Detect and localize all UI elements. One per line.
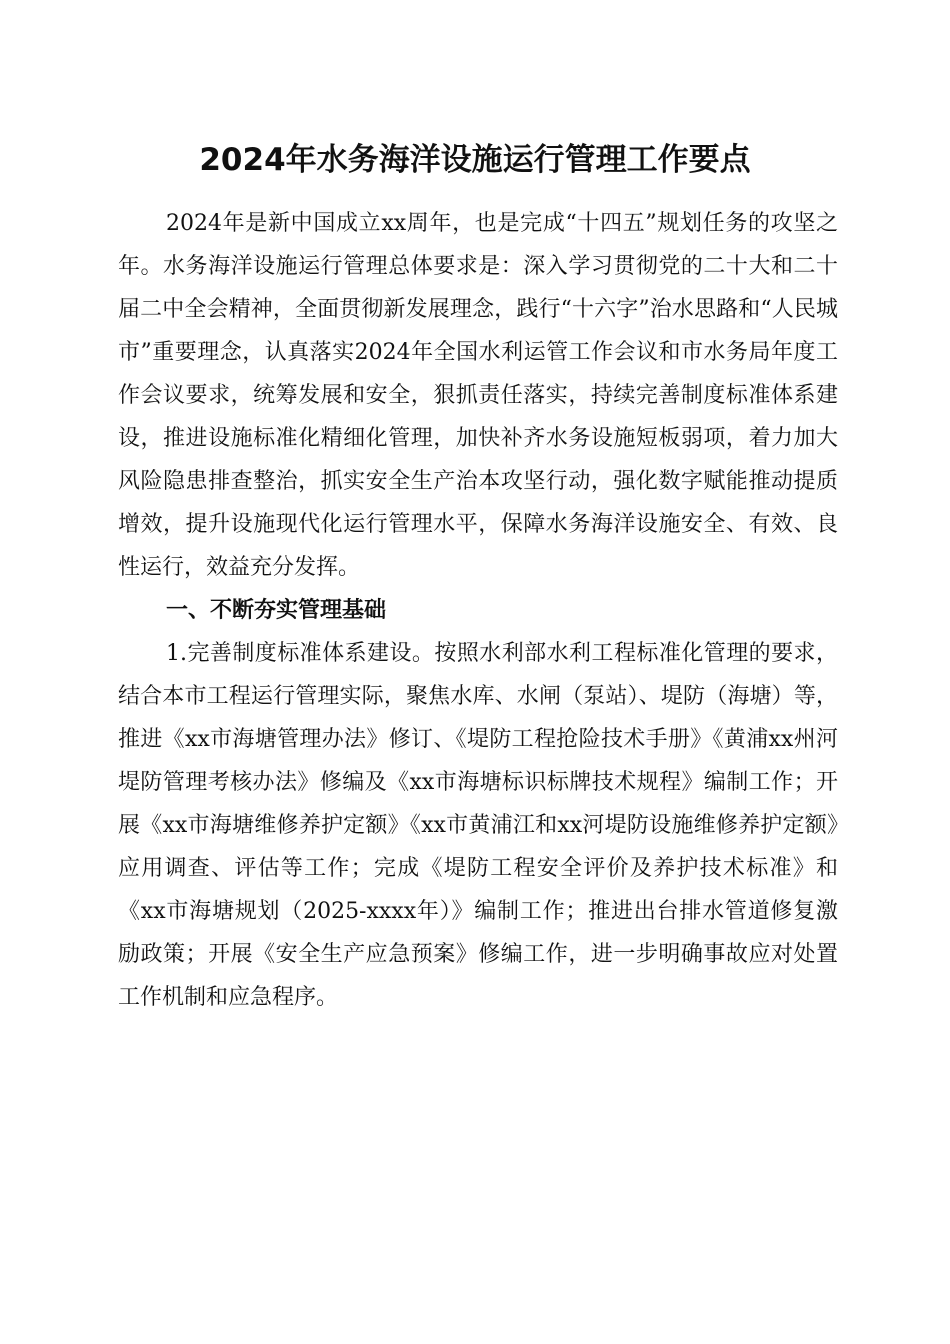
intro-paragraph: 2024年是新中国成立xx周年，也是完成“十四五”规划任务的攻坚之年。水务海洋设施运行管理总体要求是：深入学习贯彻党的二十大和二十届二中全会精神，全面贯彻新发展理念，践行“十六字”治水思路和“人民城市”重要理念，认真落实2024年全国水利运管工作会议和市水务局年度工作会议要求，统筹发展和安全，狠抓责任落实，持续完善制度标准体系建设，推进设施标准化精细化管理，加快补齐水务设施短板弱项，着力加大风险隐患排查整治，抓实安全生产治本攻坚行动，强化数字赋能推动提质增效，提升设施现代化运行管理水平，保障水务海洋设施安全、有效、良性运行，效益充分发挥。 <box>118 211 838 580</box>
section-heading-1: 一、不断夯实管理基础 <box>166 598 387 623</box>
document-body <box>118 202 838 1019</box>
document-title: 2024年水务海洋设施运行管理工作要点 <box>199 142 751 178</box>
section-1-item-1-paragraph: 1.完善制度标准体系建设。按照水利部水利工程标准化管理的要求，结合本市工程运行管理实际，聚焦水库、水闸（泵站）、堤防（海塘）等，推进《xx市海塘管理办法》修订、《堤防工程抢险技术手册》《黄浦xx州河堤防管理考核办法》修编及《xx市海塘标识标牌技术规程》编制工作；开展《xx市海塘维修养护定额》《xx市黄浦江和xx河堤防设施维修养护定额》应用调查、评估等工作；完成《堤防工程安全评价及养护技术标准》和《xx市海塘规划（2025-xxxx年）》编制工作；推进出台排水管道修复激励政策；开展《安全生产应急预案》修编工作，进一步明确事故应对处置工作机制和应急程序。 <box>118 641 838 1010</box>
